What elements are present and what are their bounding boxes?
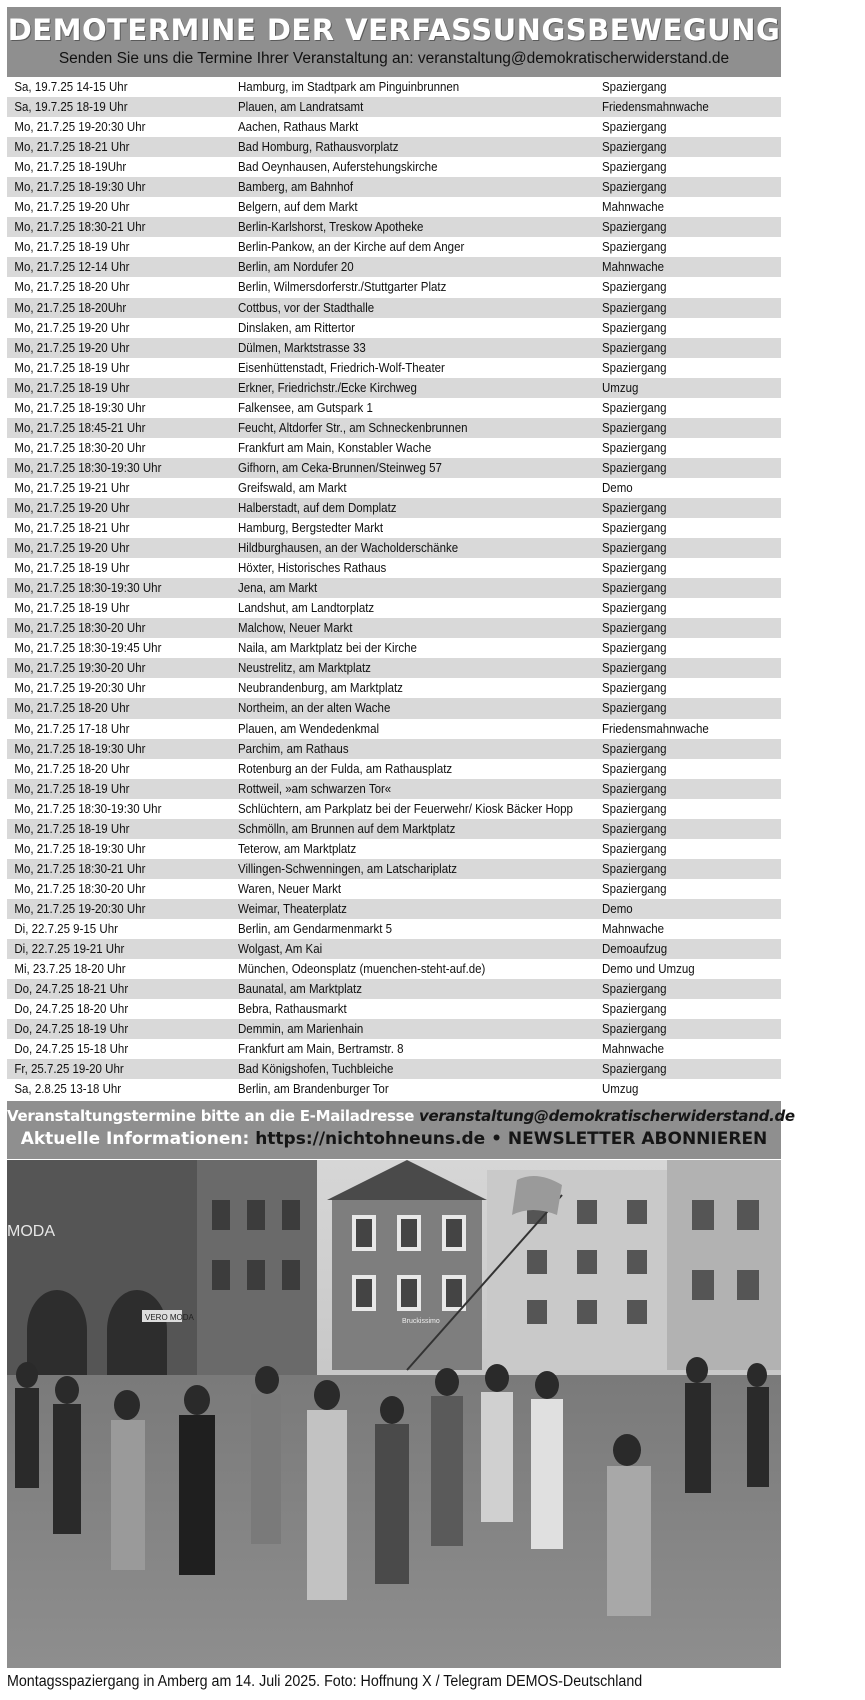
event-row: [7, 177, 781, 197]
event-row: [7, 819, 781, 839]
event-location: Teterow, am Marktplatz: [238, 841, 357, 856]
event-type: Spaziergang: [602, 541, 667, 556]
event-row: [7, 959, 781, 979]
event-location: Hamburg, Bergstedter Markt: [238, 521, 384, 536]
event-row: [7, 638, 781, 658]
event-location: Berlin, Wilmersdorferstr./Stuttgarter Platz: [238, 280, 447, 295]
event-date: Mo, 21.7.25 19-20:30 Uhr: [14, 901, 146, 916]
event-location: Berlin-Karlshorst, Treskow Apotheke: [238, 220, 424, 235]
event-type: Spaziergang: [602, 781, 667, 796]
event-date: Di, 22.7.25 19-21 Uhr: [14, 942, 125, 957]
event-row: [7, 298, 781, 318]
event-type: Spaziergang: [602, 881, 667, 896]
event-row: [7, 338, 781, 358]
event-type: Spaziergang: [602, 220, 667, 235]
event-type: Umzug: [602, 380, 639, 395]
event-location: Naila, am Marktplatz bei der Kirche: [238, 641, 417, 656]
event-row: [7, 398, 781, 418]
event-row: [7, 678, 781, 698]
newsletter-subscribe-link[interactable]: NEWSLETTER ABONNIEREN: [507, 1129, 768, 1149]
event-date: Mo, 21.7.25 18-19 Uhr: [14, 821, 130, 836]
header-banner: [7, 7, 781, 77]
event-location: Erkner, Friedrichstr./Ecke Kirchweg: [238, 380, 417, 395]
event-type: Spaziergang: [602, 1002, 667, 1017]
event-location: Demmin, am Marienhain: [238, 1022, 364, 1037]
footer-info-label: Aktuelle Informationen:: [20, 1129, 250, 1149]
event-location: Eisenhüttenstadt, Friedrich-Wolf-Theater: [238, 360, 445, 375]
event-date: Mo, 21.7.25 18-20 Uhr: [14, 761, 130, 776]
event-location: Frankfurt am Main, Konstabler Wache: [238, 440, 432, 455]
vero-moda-sign: VERO MODA: [145, 1313, 194, 1322]
event-row: [7, 698, 781, 718]
event-date: Mi, 23.7.25 18-20 Uhr: [14, 962, 126, 977]
event-location: Dinslaken, am Rittertor: [238, 320, 355, 335]
event-date: Mo, 21.7.25 19-20:30 Uhr: [14, 681, 146, 696]
event-date: Mo, 21.7.25 19-21 Uhr: [14, 480, 130, 495]
event-type: Mahnwache: [602, 260, 665, 275]
event-row: [7, 1039, 781, 1059]
event-date: Mo, 21.7.25 18-19:30 Uhr: [14, 400, 146, 415]
event-row: [7, 719, 781, 739]
event-date: Mo, 21.7.25 18-19 Uhr: [14, 240, 130, 255]
event-date: Do, 24.7.25 18-21 Uhr: [14, 982, 129, 997]
event-date: Mo, 21.7.25 12-14 Uhr: [14, 260, 130, 275]
footer-website-link[interactable]: https://nichtohneuns.de: [255, 1129, 486, 1149]
event-date: Mo, 21.7.25 18:30-19:45 Uhr: [14, 641, 162, 656]
event-date: Mo, 21.7.25 18-19 Uhr: [14, 561, 130, 576]
event-type: Friedensmahnwache: [602, 100, 709, 115]
event-row: [7, 558, 781, 578]
footer-banner: [7, 1101, 865, 1159]
event-row: [7, 378, 781, 398]
event-row: [7, 257, 781, 277]
event-row: [7, 879, 781, 899]
event-row: [7, 618, 781, 638]
footer-email-line: [7, 1101, 865, 1125]
footer-info-line: [7, 1129, 781, 1149]
event-location: Neubrandenburg, am Marktplatz: [238, 681, 403, 696]
event-row: [7, 1019, 781, 1039]
event-row: [7, 859, 781, 879]
event-location: Greifswald, am Markt: [238, 480, 347, 495]
event-type: Spaziergang: [602, 300, 667, 315]
event-location: Bad Königshofen, Tuchbleiche: [238, 1062, 394, 1077]
event-type: Spaziergang: [602, 440, 667, 455]
event-type: Spaziergang: [602, 661, 667, 676]
event-location: Weimar, Theaterplatz: [238, 901, 347, 916]
event-row: [7, 518, 781, 538]
event-location: Plauen, am Landratsamt: [238, 100, 364, 115]
event-row: [7, 498, 781, 518]
event-location: Bad Homburg, Rathausvorplatz: [238, 140, 399, 155]
event-location: Landshut, am Landtorplatz: [238, 601, 375, 616]
event-type: Spaziergang: [602, 561, 667, 576]
event-row: [7, 277, 781, 297]
event-type: Spaziergang: [602, 120, 667, 135]
event-date: Mo, 21.7.25 18-19:30 Uhr: [14, 741, 146, 756]
event-date: Mo, 21.7.25 18-21 Uhr: [14, 521, 130, 536]
event-date: Mo, 21.7.25 18-19 Uhr: [14, 380, 130, 395]
event-row: [7, 418, 781, 438]
event-date: Fr, 25.7.25 19-20 Uhr: [14, 1062, 124, 1077]
event-type: Spaziergang: [602, 982, 667, 997]
event-location: Aachen, Rathaus Markt: [238, 120, 359, 135]
event-date: Mo, 21.7.25 19-20 Uhr: [14, 200, 130, 215]
event-location: München, Odeonsplatz (muenchen-steht-auf.de): [238, 962, 486, 977]
event-date: Mo, 21.7.25 18-21 Uhr: [14, 140, 130, 155]
event-location: Frankfurt am Main, Bertramstr. 8: [238, 1042, 404, 1057]
event-type: Demoaufzug: [602, 942, 668, 957]
event-row: [7, 759, 781, 779]
event-type: Demo: [602, 480, 633, 495]
event-type: Spaziergang: [602, 1062, 667, 1077]
event-row: [7, 478, 781, 498]
event-location: Höxter, Historisches Rathaus: [238, 561, 387, 576]
event-location: Neustrelitz, am Marktplatz: [238, 661, 371, 676]
event-type: Spaziergang: [602, 521, 667, 536]
event-location: Bad Oeynhausen, Auferstehungskirche: [238, 160, 438, 175]
demonstration-photo: [7, 1160, 781, 1668]
event-date: Mo, 21.7.25 18:30-19:30 Uhr: [14, 460, 162, 475]
event-row: [7, 739, 781, 759]
event-date: Mo, 21.7.25 19:30-20 Uhr: [14, 661, 146, 676]
event-row: [7, 899, 781, 919]
event-type: Umzug: [602, 1082, 639, 1097]
event-date: Sa, 19.7.25 18-19 Uhr: [14, 100, 128, 115]
event-row: [7, 358, 781, 378]
event-date: Mo, 21.7.25 18-19:30 Uhr: [14, 180, 146, 195]
event-date: Mo, 21.7.25 19-20 Uhr: [14, 501, 130, 515]
event-date: Mo, 21.7.25 19-20:30 Uhr: [14, 120, 146, 135]
event-row: [7, 979, 781, 999]
event-location: Belgern, auf dem Markt: [238, 200, 358, 215]
event-row: [7, 919, 781, 939]
event-type: Spaziergang: [602, 1022, 667, 1037]
event-type: Spaziergang: [602, 160, 667, 175]
event-location: Berlin, am Brandenburger Tor: [238, 1082, 389, 1097]
photo-caption: Montagsspaziergang in Amberg am 14. Juli 2025. Foto: Hoffnung X / Telegram DEMOS-Deutschland: [7, 1673, 643, 1690]
footer-email-prefix: Veranstaltungstermine bitte an die E-Mailadresse: [7, 1107, 415, 1125]
event-row: [7, 157, 781, 177]
event-row: [7, 1059, 781, 1079]
event-location: Feucht, Altdorfer Str., am Schneckenbrunnen: [238, 420, 468, 435]
event-date: Mo, 21.7.25 17-18 Uhr: [14, 721, 130, 736]
event-location: Malchow, Neuer Markt: [238, 621, 353, 636]
event-type: Spaziergang: [602, 340, 667, 355]
event-row: [7, 137, 781, 157]
page-title: DEMOTERMINE DER VERFASSUNGSBEWEGUNG: [7, 13, 781, 47]
event-date: Mo, 21.7.25 18-19 Uhr: [14, 360, 130, 375]
event-location: Waren, Neuer Markt: [238, 881, 342, 896]
event-row: [7, 658, 781, 678]
event-type: Mahnwache: [602, 200, 665, 215]
event-location: Halberstadt, auf dem Domplatz: [238, 501, 397, 515]
event-row: [7, 458, 781, 478]
event-type: Friedensmahnwache: [602, 721, 709, 736]
event-type: Spaziergang: [602, 240, 667, 255]
bruckissimo-sign: Bruckissimo: [402, 1318, 440, 1325]
event-type: Spaziergang: [602, 501, 667, 515]
event-location: Hildburghausen, an der Wacholderschänke: [238, 541, 459, 556]
event-type: Spaziergang: [602, 320, 667, 335]
event-date: Mo, 21.7.25 18-19Uhr: [14, 160, 127, 175]
event-row: [7, 237, 781, 257]
event-row: [7, 999, 781, 1019]
event-row: [7, 97, 781, 117]
event-type: Spaziergang: [602, 601, 667, 616]
event-location: Rottweil, »am schwarzen Tor«: [238, 781, 392, 796]
footer-separator: •: [491, 1129, 502, 1149]
event-type: Spaziergang: [602, 80, 667, 95]
footer-email-suffix: senden.: [799, 1107, 865, 1125]
event-type: Spaziergang: [602, 761, 667, 776]
event-date: Mo, 21.7.25 18-19 Uhr: [14, 781, 130, 796]
event-type: Demo: [602, 901, 633, 916]
event-type: Spaziergang: [602, 140, 667, 155]
event-type: Spaziergang: [602, 841, 667, 856]
event-date: Do, 24.7.25 18-19 Uhr: [14, 1022, 129, 1037]
event-type: Mahnwache: [602, 1042, 665, 1057]
event-location: Schlüchtern, am Parkplatz bei der Feuerwehr/ Kiosk Bäcker Hopp: [238, 801, 573, 816]
event-type: Spaziergang: [602, 180, 667, 195]
event-type: Spaziergang: [602, 821, 667, 836]
event-row: [7, 77, 781, 97]
event-date: Mo, 21.7.25 19-20 Uhr: [14, 541, 130, 556]
event-row: [7, 1079, 781, 1099]
event-location: Cottbus, vor der Stadthalle: [238, 300, 375, 315]
event-type: Spaziergang: [602, 280, 667, 295]
event-type: Spaziergang: [602, 400, 667, 415]
event-date: Mo, 21.7.25 19-20 Uhr: [14, 340, 130, 355]
event-location: Bamberg, am Bahnhof: [238, 180, 354, 195]
events-table: [7, 77, 781, 1099]
event-location: Plauen, am Wendedenkmal: [238, 721, 380, 736]
event-location: Northeim, an der alten Wache: [238, 701, 391, 716]
event-type: Mahnwache: [602, 921, 665, 936]
event-date: Mo, 21.7.25 18:30-20 Uhr: [14, 440, 146, 455]
event-type: Spaziergang: [602, 621, 667, 636]
event-date: Do, 24.7.25 15-18 Uhr: [14, 1042, 129, 1057]
event-type: Spaziergang: [602, 420, 667, 435]
event-type: Spaziergang: [602, 641, 667, 656]
event-type: Spaziergang: [602, 460, 667, 475]
event-row: [7, 197, 781, 217]
event-location: Gifhorn, am Ceka-Brunnen/Steinweg 57: [238, 460, 442, 475]
event-date: Mo, 21.7.25 18:30-20 Uhr: [14, 881, 146, 896]
event-row: [7, 578, 781, 598]
event-type: Spaziergang: [602, 581, 667, 596]
event-date: Sa, 2.8.25 13-18 Uhr: [14, 1082, 122, 1097]
event-location: Schmölln, am Brunnen auf dem Marktplatz: [238, 821, 456, 836]
event-location: Falkensee, am Gutspark 1: [238, 400, 373, 415]
event-location: Berlin, am Nordufer 20: [238, 260, 354, 275]
event-location: Rotenburg an der Fulda, am Rathausplatz: [238, 761, 453, 776]
event-row: [7, 598, 781, 618]
event-date: Do, 24.7.25 18-20 Uhr: [14, 1002, 129, 1017]
event-date: Mo, 21.7.25 18:30-20 Uhr: [14, 621, 146, 636]
event-date: Mo, 21.7.25 18-20 Uhr: [14, 701, 130, 716]
event-type: Spaziergang: [602, 861, 667, 876]
event-row: [7, 839, 781, 859]
event-type: Spaziergang: [602, 741, 667, 756]
event-row: [7, 939, 781, 959]
moda-sign: MODA: [7, 1223, 55, 1240]
event-date: Mo, 21.7.25 18:45-21 Uhr: [14, 420, 146, 435]
event-row: [7, 217, 781, 237]
event-row: [7, 538, 781, 558]
event-row: [7, 318, 781, 338]
event-location: Berlin, am Gendarmenmarkt 5: [238, 921, 393, 936]
event-location: Villingen-Schwenningen, am Latschariplatz: [238, 861, 458, 876]
event-location: Hamburg, im Stadtpark am Pinguinbrunnen: [238, 80, 460, 95]
event-type: Spaziergang: [602, 801, 667, 816]
event-row: [7, 438, 781, 458]
event-location: Bebra, Rathausmarkt: [238, 1002, 347, 1017]
event-location: Dülmen, Marktstrasse 33: [238, 340, 366, 355]
event-row: [7, 799, 781, 819]
event-type: Demo und Umzug: [602, 962, 695, 977]
event-location: Baunatal, am Marktplatz: [238, 982, 363, 997]
event-location: Jena, am Markt: [238, 581, 318, 596]
event-date: Di, 22.7.25 9-15 Uhr: [14, 921, 118, 936]
event-row: [7, 779, 781, 799]
footer-email-link[interactable]: veranstaltung@demokratischerwiderstand.de: [419, 1107, 795, 1125]
event-date: Mo, 21.7.25 18-20 Uhr: [14, 280, 130, 295]
photo-illustration: [7, 1160, 781, 1668]
event-location: Berlin-Pankow, an der Kirche auf dem Anger: [238, 240, 465, 255]
event-location: Wolgast, Am Kai: [238, 942, 323, 957]
event-type: Spaziergang: [602, 681, 667, 696]
event-date: Sa, 19.7.25 14-15 Uhr: [14, 80, 128, 95]
event-date: Mo, 21.7.25 18:30-21 Uhr: [14, 861, 146, 876]
page-subtitle: Senden Sie uns die Termine Ihrer Veranstaltung an: veranstaltung@demokratischerwiderstand.de: [58, 50, 730, 67]
event-date: Mo, 21.7.25 18-19:30 Uhr: [14, 841, 146, 856]
event-row: [7, 117, 781, 137]
event-date: Mo, 21.7.25 18:30-19:30 Uhr: [14, 581, 162, 596]
event-type: Spaziergang: [602, 360, 667, 375]
event-location: Parchim, am Rathaus: [238, 741, 349, 756]
event-date: Mo, 21.7.25 18-19 Uhr: [14, 601, 130, 616]
event-date: Mo, 21.7.25 19-20 Uhr: [14, 320, 130, 335]
event-date: Mo, 21.7.25 18-20Uhr: [14, 300, 127, 315]
event-type: Spaziergang: [602, 701, 667, 716]
event-date: Mo, 21.7.25 18:30-19:30 Uhr: [14, 801, 162, 816]
event-date: Mo, 21.7.25 18:30-21 Uhr: [14, 220, 146, 235]
